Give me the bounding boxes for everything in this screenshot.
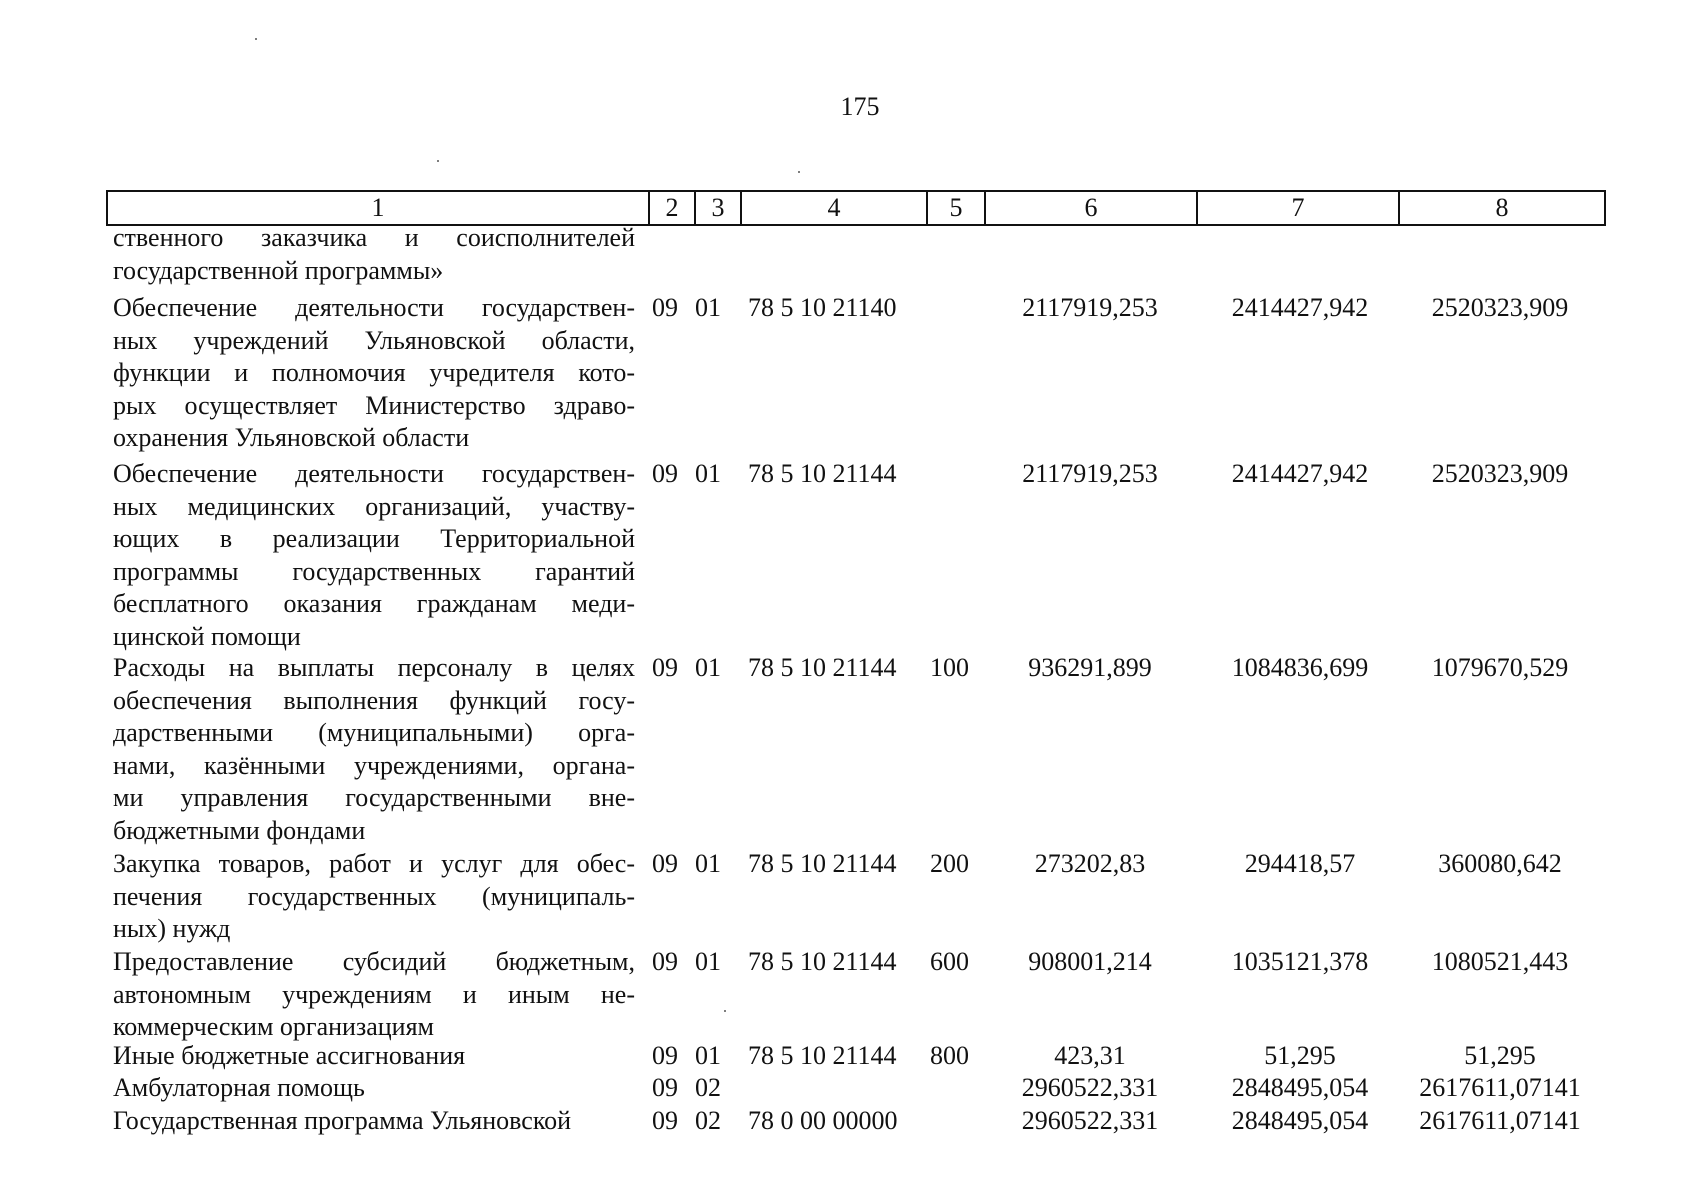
description-line: нами, казёнными учреждениями, органа- — [113, 750, 635, 780]
table-row — [0, 652, 1698, 847]
header-col-2: 2 — [650, 192, 696, 224]
row-description — [113, 292, 635, 455]
description-line: государственной программы» — [113, 255, 444, 285]
expense-type-code: 100 — [930, 653, 969, 682]
row-description — [113, 1105, 635, 1138]
header-col-5: 5 — [928, 192, 986, 224]
amount-col-6: 936291,899 — [1028, 653, 1152, 682]
description-line: цинской помощи — [113, 621, 301, 651]
amount-col-8: 2520323,909 — [1431, 459, 1569, 488]
subsection-code: 01 — [695, 849, 721, 878]
section-code: 09 — [652, 849, 678, 878]
subsection-code: 01 — [695, 459, 721, 488]
header-col-1: 1 — [108, 192, 650, 224]
table-row — [0, 292, 1698, 455]
expense-type-code: 200 — [930, 849, 969, 878]
amount-col-7: 2414427,942 — [1231, 459, 1369, 488]
table-row — [0, 848, 1698, 946]
description-line: ющих в реализации Территориальной — [113, 524, 635, 553]
description-line: печения государственных (муниципаль- — [113, 881, 635, 911]
page-number: 175 — [840, 92, 880, 121]
row-description — [113, 848, 635, 946]
header-col-8: 8 — [1495, 193, 1509, 222]
amount-col-8: 2520323,909 — [1431, 293, 1569, 322]
scan-speck — [255, 38, 257, 40]
description-line: Расходы на выплаты персоналу в целях — [113, 653, 635, 682]
section-code: 09 — [652, 1106, 678, 1135]
subsection-code: 01 — [695, 653, 721, 682]
description-line: Амбулаторная помощь — [113, 1073, 365, 1102]
amount-col-7: 51,295 — [1264, 1041, 1336, 1070]
target-article-code: 78 5 10 21144 — [748, 947, 897, 976]
description-line: охранения Ульяновской области — [113, 423, 470, 452]
amount-col-7: 2414427,942 — [1231, 293, 1369, 322]
description-line: Иные бюджетные ассигнования — [113, 1041, 466, 1070]
table-row — [0, 1040, 1698, 1073]
amount-col-6: 2960522,331 — [1021, 1106, 1159, 1135]
expense-type-code: 600 — [930, 947, 969, 976]
amount-col-6: 2960522,331 — [1021, 1073, 1159, 1102]
amount-col-7: 2848495,054 — [1231, 1106, 1369, 1135]
amount-col-7: 294418,57 — [1244, 849, 1356, 878]
section-code: 09 — [652, 459, 678, 488]
description-line: обеспечения выполнения функций госу- — [113, 685, 635, 715]
description-line: автономным учреждениям и иным не- — [113, 979, 635, 1009]
description-line: ных медицинских организаций, участву- — [113, 491, 635, 521]
description-line: рых осуществляет Министерство здраво- — [113, 390, 635, 420]
target-article-code: 78 5 10 21144 — [748, 1041, 897, 1070]
row-description — [113, 1040, 635, 1073]
table-row — [0, 222, 1698, 287]
description-line: Предоставление субсидий бюджетным, — [113, 947, 635, 976]
target-article-code: 78 5 10 21144 — [748, 849, 897, 878]
description-line: программы государственных гарантий — [113, 556, 635, 586]
amount-col-8: 2617611,07141 — [1419, 1106, 1581, 1135]
amount-col-8: 2617611,07141 — [1419, 1073, 1581, 1102]
table-row — [0, 458, 1698, 653]
table-row — [0, 1105, 1698, 1138]
amount-col-6: 273202,83 — [1034, 849, 1146, 878]
header-col-4: 4 — [742, 192, 928, 224]
amount-col-6: 2117919,253 — [1022, 459, 1158, 488]
description-line: дарственными (муниципальными) орга- — [113, 718, 635, 747]
amount-col-8: 360080,642 — [1438, 849, 1562, 878]
description-line: ных учреждений Ульяновской области, — [113, 325, 635, 355]
row-description — [113, 946, 635, 1044]
table-header-row — [106, 190, 1606, 226]
section-code: 09 — [652, 1041, 678, 1070]
scan-speck — [798, 171, 800, 173]
description-line: бесплатного оказания гражданам меди- — [113, 589, 635, 618]
amount-col-7: 1035121,378 — [1231, 947, 1369, 976]
amount-col-6: 2117919,253 — [1022, 293, 1158, 322]
description-line: функции и полномочия учредителя кото- — [113, 358, 635, 387]
table-row — [0, 1072, 1698, 1105]
header-col-7: 7 — [1198, 192, 1400, 224]
row-description — [113, 458, 635, 653]
target-article-code: 78 5 10 21144 — [748, 459, 897, 488]
row-description — [113, 652, 635, 847]
row-description — [113, 222, 635, 287]
subsection-code: 01 — [695, 293, 721, 322]
section-code: 09 — [652, 1073, 678, 1102]
expense-type-code: 800 — [930, 1041, 969, 1070]
section-code: 09 — [652, 653, 678, 682]
description-line: бюджетными фондами — [113, 815, 366, 845]
amount-col-6: 908001,214 — [1028, 947, 1152, 976]
description-line: Закупка товаров, работ и услуг для обес- — [113, 849, 635, 878]
table-row — [0, 946, 1698, 1044]
description-line: Обеспечение деятельности государствен- — [113, 459, 635, 488]
subsection-code: 01 — [695, 1041, 721, 1070]
description-line: коммерческим организациям — [113, 1012, 435, 1041]
description-line: ственного заказчика и соисполнителей — [113, 223, 635, 252]
amount-col-8: 51,295 — [1464, 1041, 1536, 1070]
subsection-code: 02 — [695, 1106, 721, 1135]
description-line: Обеспечение деятельности государствен- — [113, 293, 635, 322]
description-line: Государственная программа Ульяновской — [113, 1106, 572, 1135]
amount-col-7: 2848495,054 — [1231, 1073, 1369, 1102]
amount-col-8: 1079670,529 — [1431, 653, 1569, 682]
section-code: 09 — [652, 947, 678, 976]
scan-speck — [437, 160, 439, 162]
description-line: ных) нужд — [113, 914, 231, 943]
amount-col-6: 423,31 — [1054, 1041, 1126, 1070]
target-article-code: 78 0 00 00000 — [748, 1106, 898, 1135]
row-description — [113, 1072, 635, 1105]
amount-col-7: 1084836,699 — [1231, 653, 1369, 682]
subsection-code: 01 — [695, 947, 721, 976]
target-article-code: 78 5 10 21140 — [748, 293, 897, 322]
header-col-6: 6 — [986, 192, 1198, 224]
description-line: ми управления государственными вне- — [113, 783, 635, 812]
target-article-code: 78 5 10 21144 — [748, 653, 897, 682]
section-code: 09 — [652, 293, 678, 322]
subsection-code: 02 — [695, 1073, 721, 1102]
header-col-3: 3 — [696, 192, 742, 224]
amount-col-8: 1080521,443 — [1431, 947, 1569, 976]
